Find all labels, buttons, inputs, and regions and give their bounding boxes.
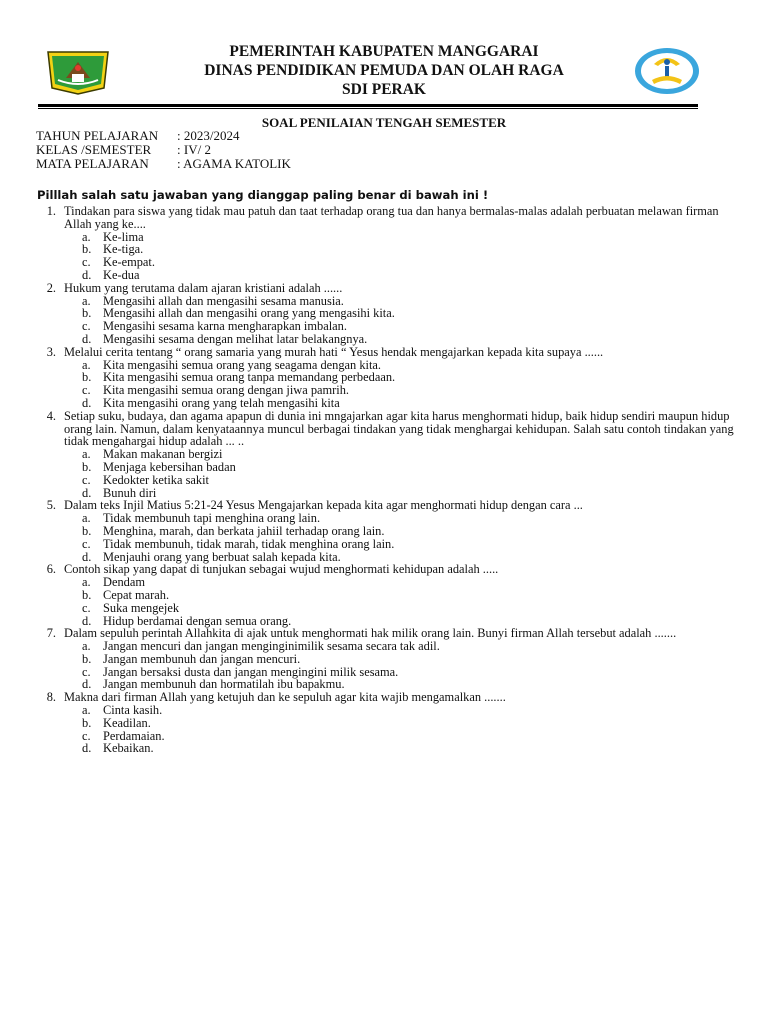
option-text: Mengasihi allah dan mengasihi orang yang mengasihi kita. [103, 306, 395, 321]
option-text: Kita mengasihi semua orang dengan jiwa pamrih. [103, 383, 350, 398]
option-letter: d. [82, 267, 92, 282]
option-letter: a. [82, 511, 91, 526]
question-text: Setiap suku, budaya, dan agama apapun di dunia ini mngajarkan agar kita harus menghormati hidup, baik hidup sendiri maupun hidup orang lain. Namun, dalam kenyataannya muncul berbagai tindakan yang tidak menghargai kehidupan. Salah satu contoh tindakan yang tidak mengahargai hidup adalah ... .. [64, 408, 734, 449]
option-text: Kita mengasihi semua orang yang seagama dengan kita. [103, 357, 382, 372]
header-divider [38, 104, 698, 107]
regency-emblem-icon [42, 48, 114, 96]
option-letter: b. [82, 587, 92, 602]
tut-wuri-handayani-logo-icon [632, 46, 702, 96]
option-letter: c. [82, 319, 91, 334]
answer-option [36, 333, 736, 346]
option-letter: b. [82, 459, 92, 474]
answer-option [36, 474, 736, 487]
answer-option [36, 704, 736, 717]
option-text: Jangan mencuri dan jangan menginginimilik sesama secara tak adil. [103, 639, 440, 654]
answer-option [36, 461, 736, 474]
meta-key: MATA PELAJARAN [36, 156, 149, 171]
option-text: Tidak membunuh, tidak marah, tidak menghina orang lain. [103, 536, 395, 551]
option-letter: d. [82, 741, 92, 756]
option-letter: c. [82, 600, 91, 615]
answer-option [36, 602, 736, 615]
meta-row [36, 157, 291, 171]
option-text: Bunuh diri [103, 485, 157, 500]
question-number: 1. [46, 204, 56, 218]
question-text: Hukum yang terutama dalam ajaran kristiani adalah ...... [64, 280, 343, 295]
question-number: 3. [46, 344, 56, 359]
answer-option [36, 589, 736, 602]
option-text: Suka mengejek [103, 600, 180, 615]
option-letter: b. [82, 523, 92, 538]
header-line-2: DINAS PENDIDIKAN PEMUDA DAN OLAH RAGA [204, 62, 564, 79]
question-item [36, 282, 736, 295]
option-letter: a. [82, 293, 91, 308]
question-text: Dalam teks Injil Matius 5:21-24 Yesus Mengajarkan kepada kita agar menghormati hidup dengan cara ... [64, 498, 583, 513]
question-number: 7. [46, 626, 56, 641]
option-letter: d. [82, 549, 92, 564]
option-text: Mengasihi sesama karna mengharapkan imbalan. [103, 319, 347, 334]
question-number: 2. [46, 280, 56, 295]
question-text: Dalam sepuluh perintah Allahkita di ajak untuk menghormati hak milik orang lain. Bunyi firman Allah tersebut adalah ....... [64, 626, 677, 641]
option-letter: c. [82, 536, 91, 551]
option-letter: c. [82, 664, 91, 679]
option-text: Perdamaian. [103, 728, 165, 743]
option-text: Dendam [103, 575, 145, 590]
option-letter: d. [82, 485, 92, 500]
option-text: Jangan membunuh dan jangan mencuri. [103, 651, 301, 666]
option-letter: b. [82, 370, 92, 385]
question-item [36, 346, 736, 359]
option-letter: a. [82, 229, 91, 244]
option-text: Mengasihi sesama dengan melihat latar belakangnya. [103, 331, 368, 346]
option-text: Menghina, marah, dan berkata jahiil terhadap orang lain. [103, 523, 385, 538]
header-divider-thin [38, 108, 698, 109]
option-text: Menjaga kebersihan badan [103, 459, 236, 474]
option-letter: d. [82, 677, 92, 692]
header-line-3: SDI PERAK [342, 81, 426, 98]
option-text: Ke-empat. [103, 255, 155, 270]
exam-meta [36, 129, 291, 171]
option-text: Jangan membunuh dan hormatilah ibu bapakmu. [103, 677, 345, 692]
question-number: 8. [46, 690, 56, 705]
meta-key: KELAS /SEMESTER [36, 142, 152, 157]
meta-value: : 2023/2024 [177, 128, 240, 143]
exam-title: SOAL PENILAIAN TENGAH SEMESTER [261, 115, 507, 130]
answer-option [36, 397, 736, 410]
question-text: Tindakan para siswa yang tidak mau patuh dan taat terhadap orang tua dan hanya bermalas-malas adalah perbuatan melawan firman Allah yang ke.... [64, 204, 719, 231]
option-letter: a. [82, 575, 91, 590]
option-text: Menjauhi orang yang berbuat salah kepada kita. [103, 549, 341, 564]
answer-option [36, 640, 736, 653]
question-number: 6. [46, 562, 56, 577]
question-text: Makna dari firman Allah yang ketujuh dan ke sepuluh agar kita wajib mengamalkan ....... [64, 690, 506, 705]
answer-option [36, 256, 736, 269]
question-item [36, 410, 736, 448]
option-text: Kita mengasihi orang yang telah mengasihi kita [103, 395, 340, 410]
option-letter: d. [82, 613, 92, 628]
question-list [36, 205, 736, 755]
meta-row [36, 143, 291, 157]
answer-option [36, 576, 736, 589]
header-line-1: PEMERINTAH KABUPATEN MANGGARAI [229, 43, 539, 60]
option-letter: d. [82, 395, 92, 410]
meta-value: : IV/ 2 [177, 142, 211, 157]
option-letter: a. [82, 447, 91, 462]
answer-option [36, 512, 736, 525]
question-text: Contoh sikap yang dapat di tunjukan sebagai wujud menghormati kehidupan adalah ..... [64, 562, 499, 577]
option-letter: a. [82, 703, 91, 718]
option-letter: b. [82, 306, 92, 321]
option-text: Ke-dua [103, 267, 140, 282]
question-text: Melalui cerita tentang “ orang samaria yang murah hati “ Yesus hendak mengajarkan kepada kita supaya ...... [64, 344, 604, 359]
answer-option [36, 538, 736, 551]
option-letter: a. [82, 639, 91, 654]
option-text: Keadilan. [103, 715, 151, 730]
option-letter: a. [82, 357, 91, 372]
option-letter: c. [82, 383, 91, 398]
option-text: Cinta kasih. [103, 703, 163, 718]
option-text: Cepat marah. [103, 587, 170, 602]
answer-option [36, 653, 736, 666]
answer-option [36, 269, 736, 282]
answer-option [36, 525, 736, 538]
option-letter: b. [82, 715, 92, 730]
meta-key: TAHUN PELAJARAN [36, 128, 159, 143]
option-text: Hidup berdamai dengan semua orang. [103, 613, 292, 628]
option-text: Mengasihi allah dan mengasihi sesama manusia. [103, 293, 344, 308]
option-letter: d. [82, 331, 92, 346]
option-text: Ke-tiga. [103, 242, 144, 257]
option-letter: c. [82, 728, 91, 743]
answer-option [36, 717, 736, 730]
option-letter: c. [82, 472, 91, 487]
option-text: Jangan bersaksi dusta dan jangan mengingini milik sesama. [103, 664, 399, 679]
meta-row [36, 129, 291, 143]
question-item [36, 205, 736, 231]
option-text: Ke-lima [103, 229, 144, 244]
option-text: Tidak membunuh tapi menghina orang lain. [103, 511, 321, 526]
meta-value: : AGAMA KATOLIK [177, 156, 291, 171]
option-letter: b. [82, 651, 92, 666]
option-letter: c. [82, 255, 91, 270]
option-text: Kita mengasihi semua orang tanpa memandang perbedaan. [103, 370, 396, 385]
option-text: Kebaikan. [103, 741, 154, 756]
answer-option [36, 742, 736, 755]
instruction-text: Pilllah salah satu jawaban yang dianggap paling benar di bawah ini ! [37, 188, 489, 202]
option-letter: b. [82, 242, 92, 257]
question-number: 4. [46, 408, 56, 423]
question-number: 5. [46, 498, 56, 513]
option-text: Kedokter ketika sakit [103, 472, 209, 487]
option-text: Makan makanan bergizi [103, 447, 223, 462]
